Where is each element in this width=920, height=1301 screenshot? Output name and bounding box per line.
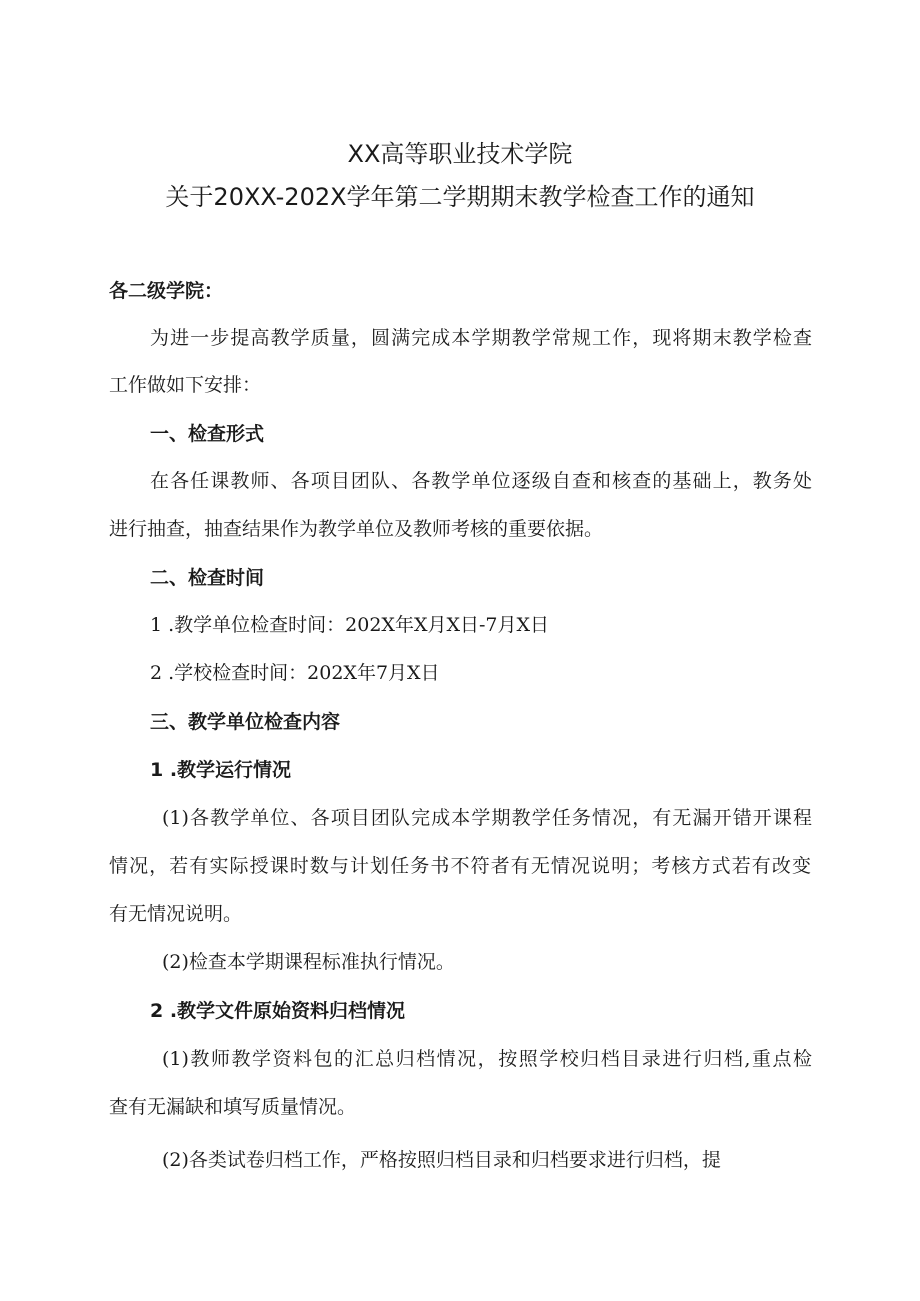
sub1-p1-line-3: 有无情况说明。: [109, 903, 243, 925]
salutation: 各二级学院：: [109, 280, 224, 302]
document-title-line1: XX高等职业技术学院: [347, 140, 573, 168]
section1-body-line-1: 在各任课教师、各项目团队、各教学单位逐级自查和核查的基础上，教务处: [150, 470, 812, 492]
section2-item-2: 2 .学校检查时间：202X年7月X日: [150, 662, 440, 684]
intro-line-1: 为进一步提高教学质量，圆满完成本学期教学常规工作，现将期末教学检查: [150, 327, 812, 349]
sub1-p2: (2)检查本学期课程标准执行情况。: [162, 951, 455, 973]
section1-body-line-2: 进行抽查，抽查结果作为教学单位及教师考核的重要依据。: [109, 518, 604, 540]
document-title-line2: 关于20XX-202X学年第二学期期末教学检查工作的通知: [165, 183, 755, 211]
section2-heading: 二、检查时间: [150, 567, 265, 589]
sub1-p1-line-1: (1)各教学单位、各项目团队完成本学期教学任务情况，有无漏开错开课程: [162, 807, 812, 829]
sub1-p1-line-2: 情况，若有实际授课时数与计划任务书不符者有无情况说明；考核方式若有改变: [109, 855, 811, 877]
intro-line-2: 工作做如下安排：: [109, 374, 262, 396]
section1-heading: 一、检查形式: [150, 423, 265, 445]
section3-sub1-heading: 1 .教学运行情况: [150, 759, 292, 781]
sub2-p2: (2)各类试卷归档工作，严格按照归档目录和归档要求进行归档，提: [162, 1149, 721, 1171]
section2-item-1: 1 .教学单位检查时间：202X年X月X日-7月X日: [150, 614, 550, 636]
sub2-p1-line-1: (1)教师教学资料包的汇总归档情况，按照学校归档目录进行归档,重点检: [162, 1048, 812, 1070]
sub2-p1-line-2: 查有无漏缺和填写质量情况。: [109, 1096, 357, 1118]
section3-sub2-heading: 2 .教学文件原始资料归档情况: [150, 1000, 406, 1022]
section3-heading: 三、教学单位检查内容: [150, 711, 341, 733]
